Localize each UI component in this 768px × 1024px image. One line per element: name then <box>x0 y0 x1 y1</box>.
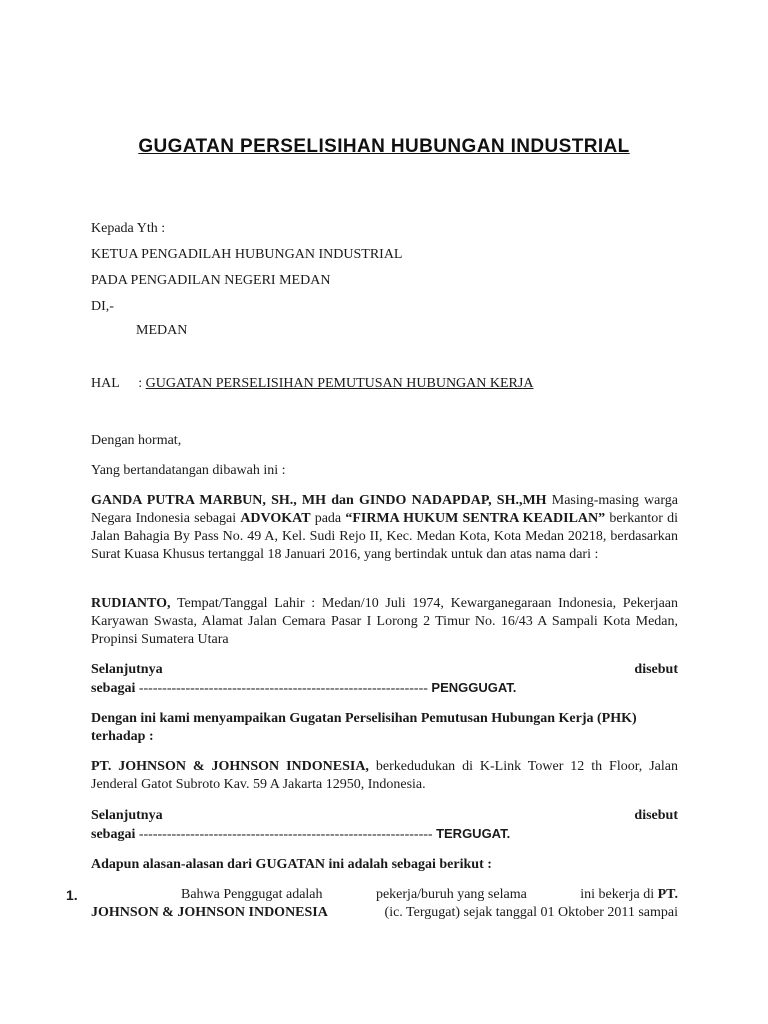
plaintiff-details: Tempat/Tanggal Lahir : Medan/10 Juli 1974, Kewarganegaraan Indonesia, Pekerjaan Karyawan Swasta, Alamat Jalan Cemara Pasar I Lorong 2 Timur No. 16/43 A Sampali Kota Medan, Propinsi Sumatera Utara <box>91 596 678 647</box>
greeting: Dengan hormat, <box>91 433 182 448</box>
subject-separator: : <box>138 376 143 391</box>
plaintiff-paragraph <box>91 595 678 649</box>
plaintiff-role-label: PENGGUGAT. <box>431 680 517 695</box>
item-1-paragraph <box>91 886 678 922</box>
plaintiff-name: RUDIANTO, <box>91 596 171 611</box>
defendant-details: berkedudukan di K-Link Tower 12 th Floor, Jalan Jenderal Gatot Subroto Kav. 59 A Jakarta 12950, Indonesia. <box>91 759 679 792</box>
item-1-company-b: JOHNSON & JOHNSON INDONESIA <box>91 905 328 920</box>
item-1-words-2: pekerja/buruh yang selama <box>375 887 527 902</box>
intro-text: Yang bertandatangan dibawah ini : <box>91 463 286 478</box>
plaintiff-ref-word-3: sebagai <box>91 681 136 696</box>
recipient-line-at: DI,- <box>91 299 114 314</box>
recipient-city: MEDAN <box>136 323 188 338</box>
recipient-line-district: PADA PENGADILAN NEGERI MEDAN <box>91 273 331 288</box>
plaintiff-reference <box>91 661 678 698</box>
plaintiff-ref-dashes: -------------------------------------------------------------- <box>138 681 428 696</box>
item-1-rest: (ic. Tergugat) sejak tanggal 01 Oktober 2011 sampai <box>384 905 678 920</box>
advocates-text-3: berkantor di Jalan Bahagia By Pass No. 49 A, Kel. Sudi Rejo II, Kec. Medan Kota, Kota Medan 20218, berdasarkan Surat Kuasa Khusus tertanggal 18 Januari 2016, yang bertindak untuk dan atas nama dari : <box>91 511 679 562</box>
defendant-reference <box>91 807 678 844</box>
advocate-names: GANDA PUTRA MARBUN, SH., MH dan GINDO NADAPDAP, SH.,MH <box>91 493 547 508</box>
item-1-words-3: ini bekerja di <box>580 887 655 902</box>
advocates-paragraph <box>91 492 678 564</box>
item-1-number: 1. <box>66 887 78 903</box>
recipient-line-court: KETUA PENGADILAH HUBUNGAN INDUSTRIAL <box>91 247 403 262</box>
defendant-ref-word-3: sebagai <box>91 827 136 842</box>
item-1-words-1: Bahwa Penggugat adalah <box>181 887 323 902</box>
defendant-name: PT. JOHNSON & JOHNSON INDONESIA, <box>91 759 369 774</box>
advocates-text-2: pada <box>310 511 346 526</box>
law-firm-name: “FIRMA HUKUM SENTRA KEADILAN” <box>345 511 606 526</box>
defendant-role-label: TERGUGAT. <box>436 826 511 841</box>
advocates-text-1: Masing-masing warga Negara Indonesia sebagai <box>91 493 678 526</box>
recipient-salutation: Kepada Yth : <box>91 221 166 236</box>
defendant-ref-word-2: disebut <box>634 808 678 823</box>
defendant-ref-word-1: Selanjutnya <box>91 808 163 823</box>
defendant-paragraph <box>91 758 678 794</box>
subject-label: HAL <box>91 376 120 391</box>
reasons-intro: Adapun alasan-alasan dari GUGATAN ini adalah sebagai berikut : <box>91 857 492 872</box>
plaintiff-ref-word-2: disebut <box>634 662 678 677</box>
plaintiff-ref-word-1: Selanjutnya <box>91 662 163 677</box>
subject-line <box>91 375 678 393</box>
advocate-role: ADVOKAT <box>240 511 311 526</box>
claim-intro: Dengan ini kami menyampaikan Gugatan Perselisihan Pemutusan Hubungan Kerja (PHK) terhadap : <box>91 711 637 744</box>
document-title: GUGATAN PERSELISIHAN HUBUNGAN INDUSTRIAL <box>138 136 630 157</box>
item-1-company-a: PT. <box>657 887 678 902</box>
subject-text: GUGATAN PERSELISIHAN PEMUTUSAN HUBUNGAN KERJA <box>145 376 534 391</box>
defendant-ref-dashes: --------------------------------------------------------------- <box>138 827 433 842</box>
